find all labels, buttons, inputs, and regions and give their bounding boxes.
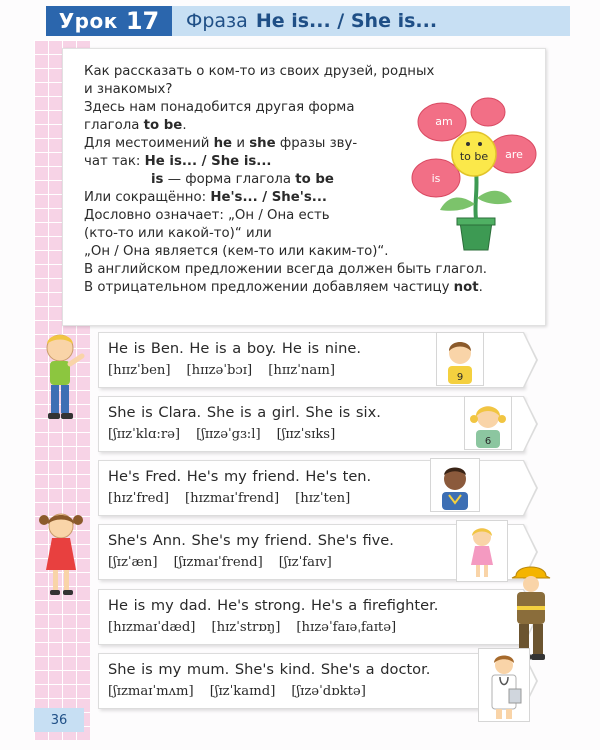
transcription-row: [ʃɪzmaɪˈmʌm] [ʃɪzˈkaɪnd] [ʃɪzəˈdɒktə] bbox=[108, 684, 366, 699]
transcription-row: [hɪɪzˈben] [hɪɪzəˈbɔɪ] [hɪɪzˈnaɪn] bbox=[108, 363, 336, 378]
title-phrase: He is... / She is... bbox=[255, 10, 438, 32]
sentence: She is Clara. She is a girl. She is six. bbox=[108, 404, 381, 421]
svg-text:9: 9 bbox=[456, 372, 464, 383]
ann-portrait bbox=[456, 520, 508, 582]
transcription-row: [ʃɪɪzˈklɑ:rə] [ʃɪɪzəˈgɜ:l] [ʃɪɪzˈsɪks] bbox=[108, 427, 336, 442]
sentence-card bbox=[98, 589, 524, 645]
intro-line: is — форма глагола to be bbox=[151, 172, 334, 187]
clara-portrait bbox=[464, 396, 512, 450]
intro-line: и знакомых? bbox=[84, 82, 173, 97]
flower-petal-are: are bbox=[505, 148, 523, 161]
page-number: 36 bbox=[34, 708, 84, 732]
transcription-row: [ʃɪzˈæn] [ʃɪzmaɪˈfrend] [ʃɪzˈfaɪv] bbox=[108, 555, 332, 570]
flower-petal-am: am bbox=[435, 115, 453, 128]
sentence: He's Fred. He's my friend. He's ten. bbox=[108, 468, 372, 485]
to-be-flower-illustration bbox=[408, 92, 544, 252]
intro-line: чат так: He is... / She is... bbox=[84, 154, 272, 169]
transcription-row: [hɪzmaɪˈdæd] [hɪzˈstrɒŋ] [hɪzəˈfaɪəˌfaɪtə] bbox=[108, 620, 397, 635]
sentence: She's Ann. She's my friend. She's five. bbox=[108, 532, 394, 549]
svg-text:6: 6 bbox=[484, 436, 492, 447]
intro-line: Как рассказать о ком-то из своих друзей, родных bbox=[84, 64, 435, 79]
boy-illustration bbox=[36, 330, 86, 422]
lesson-number: 17 bbox=[125, 7, 160, 35]
flower-center-label: to be bbox=[459, 150, 489, 163]
intro-line: В отрицательном предложении добавляем частицу not. bbox=[84, 280, 483, 295]
intro-line: глагола to be. bbox=[84, 118, 187, 133]
intro-line: (кто-то или какой-то)“ или bbox=[84, 226, 272, 241]
intro-line: Или сокращённо: He's... / She's... bbox=[84, 190, 327, 205]
title-prefix: Фраза bbox=[186, 10, 248, 32]
firefighter-illustration bbox=[504, 562, 558, 662]
lesson-tab bbox=[46, 6, 172, 36]
girl-illustration bbox=[36, 508, 86, 600]
sentence: He is my dad. He's strong. He's a firefighter. bbox=[108, 597, 439, 614]
lesson-word: Урок bbox=[58, 9, 118, 33]
lesson-title bbox=[172, 6, 570, 36]
transcription-row: [hɪzˈfred] [hɪzmaɪˈfrend] [hɪzˈten] bbox=[108, 491, 351, 506]
fred-portrait bbox=[430, 458, 480, 512]
intro-line: Здесь нам понадобится другая форма bbox=[84, 100, 355, 115]
intro-line: В английском предложении всегда должен быть глагол. bbox=[84, 262, 487, 277]
sentence: He is Ben. He is a boy. He is nine. bbox=[108, 340, 361, 357]
sentence-card bbox=[98, 653, 524, 709]
intro-line: Дословно означает: „Он / Она есть bbox=[84, 208, 330, 223]
sentence-card bbox=[98, 396, 524, 452]
doctor-portrait bbox=[478, 648, 530, 722]
flower-petal-is: is bbox=[431, 172, 441, 185]
intro-text bbox=[84, 63, 487, 297]
intro-line: Для местоимений he и she фразы зву- bbox=[84, 136, 358, 151]
sentence: She is my mum. She's kind. She's a doctor. bbox=[108, 661, 431, 678]
ben-portrait bbox=[436, 332, 484, 386]
intro-line: „Он / Она является (кем-то или каким-то)“. bbox=[84, 244, 389, 259]
